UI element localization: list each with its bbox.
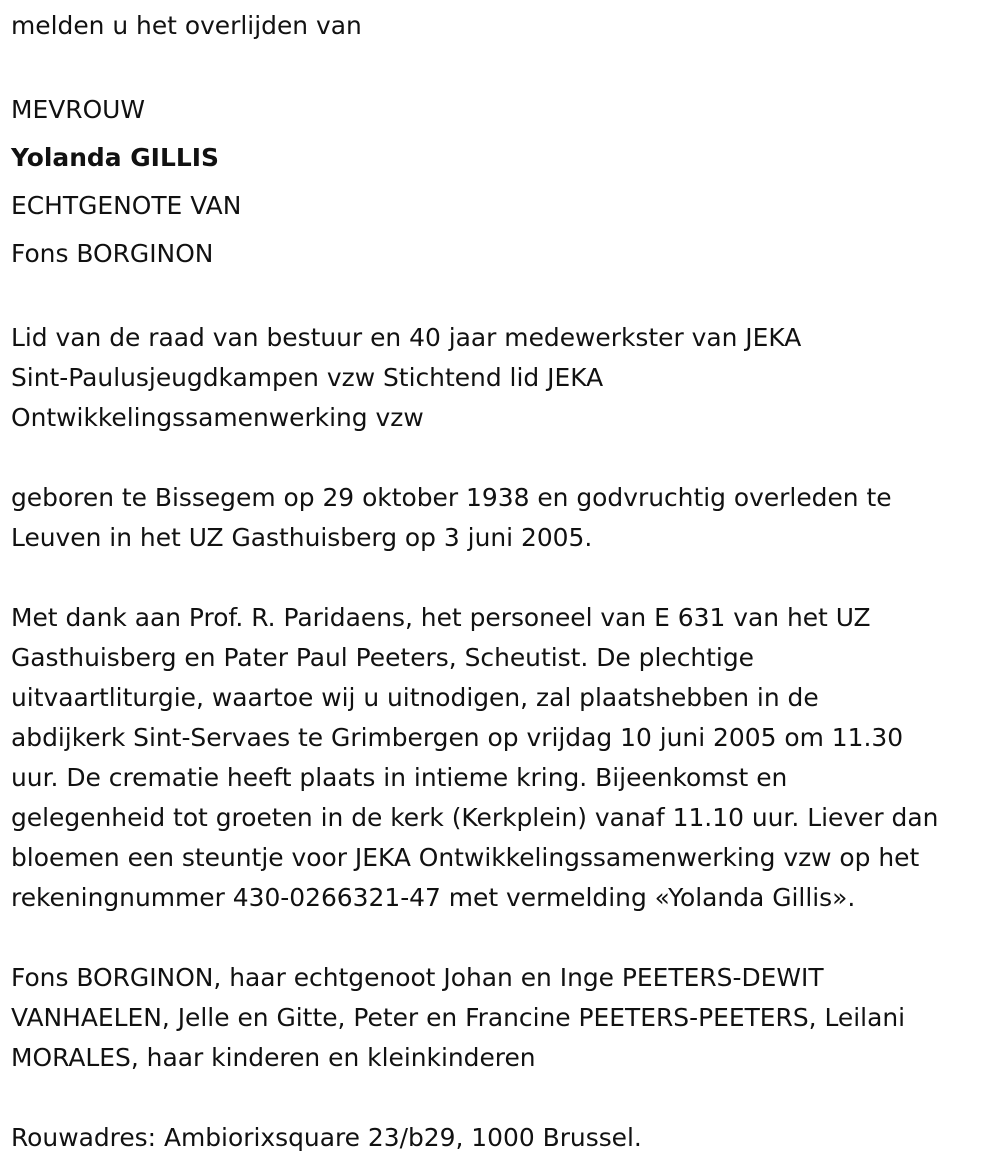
death-notice	[11, 6, 996, 1158]
family-line: Fons BORGINON, haar echtgenoot Johan en Inge PEETERS-DEWIT	[11, 963, 824, 992]
mourning-address: Rouwadres: Ambiorixsquare 23/b29, 1000 Brussel.	[11, 1123, 642, 1152]
funeral-paragraph	[11, 598, 996, 918]
funeral-line: uur. De crematie heeft plaats in intieme kring. Bijeenkomst en	[11, 763, 788, 792]
spacer	[11, 1078, 996, 1118]
relation-text: ECHTGENOTE VAN	[11, 191, 242, 220]
spacer	[11, 438, 996, 478]
spacer	[11, 278, 996, 318]
intro-text: melden u het overlijden van	[11, 11, 362, 40]
affiliation-line: Ontwikkelingssamenwerking vzw	[11, 403, 424, 432]
funeral-line: abdijkerk Sint-Servaes te Grimbergen op vrijdag 10 juni 2005 om 11.30	[11, 723, 904, 752]
birth-death-paragraph	[11, 478, 996, 558]
funeral-line: Gasthuisberg en Pater Paul Peeters, Scheutist. De plechtige	[11, 643, 754, 672]
affiliation-paragraph	[11, 318, 996, 438]
family-line: MORALES, haar kinderen en kleinkinderen	[11, 1043, 536, 1072]
birth-death-line: geboren te Bissegem op 29 oktober 1938 en godvruchtig overleden te	[11, 483, 892, 512]
affiliation-line: Sint-Paulusjeugdkampen vzw Stichtend lid JEKA	[11, 363, 604, 392]
funeral-line: Met dank aan Prof. R. Paridaens, het personeel van E 631 van het UZ	[11, 603, 871, 632]
spacer	[11, 558, 996, 598]
family-paragraph	[11, 958, 996, 1078]
family-line: VANHAELEN, Jelle en Gitte, Peter en Francine PEETERS-PEETERS, Leilani	[11, 1003, 906, 1032]
spouse-name: Fons BORGINON	[11, 239, 214, 268]
funeral-line: uitvaartliturgie, waartoe wij u uitnodigen, zal plaatshebben in de	[11, 683, 819, 712]
spacer	[11, 46, 996, 86]
deceased-name: Yolanda GILLIS	[11, 143, 219, 172]
affiliation-line: Lid van de raad van bestuur en 40 jaar medewerkster van JEKA	[11, 323, 802, 352]
deceased-title: MEVROUW	[11, 95, 146, 124]
funeral-line: gelegenheid tot groeten in de kerk (Kerkplein) vanaf 11.10 uur. Liever dan	[11, 803, 939, 832]
birth-death-line: Leuven in het UZ Gasthuisberg op 3 juni 2005.	[11, 523, 593, 552]
funeral-line: rekeningnummer 430-0266321-47 met vermelding «Yolanda Gillis».	[11, 883, 856, 912]
funeral-line: bloemen een steuntje voor JEKA Ontwikkelingssamenwerking vzw op het	[11, 843, 920, 872]
spacer	[11, 918, 996, 958]
deceased-block	[11, 86, 996, 278]
